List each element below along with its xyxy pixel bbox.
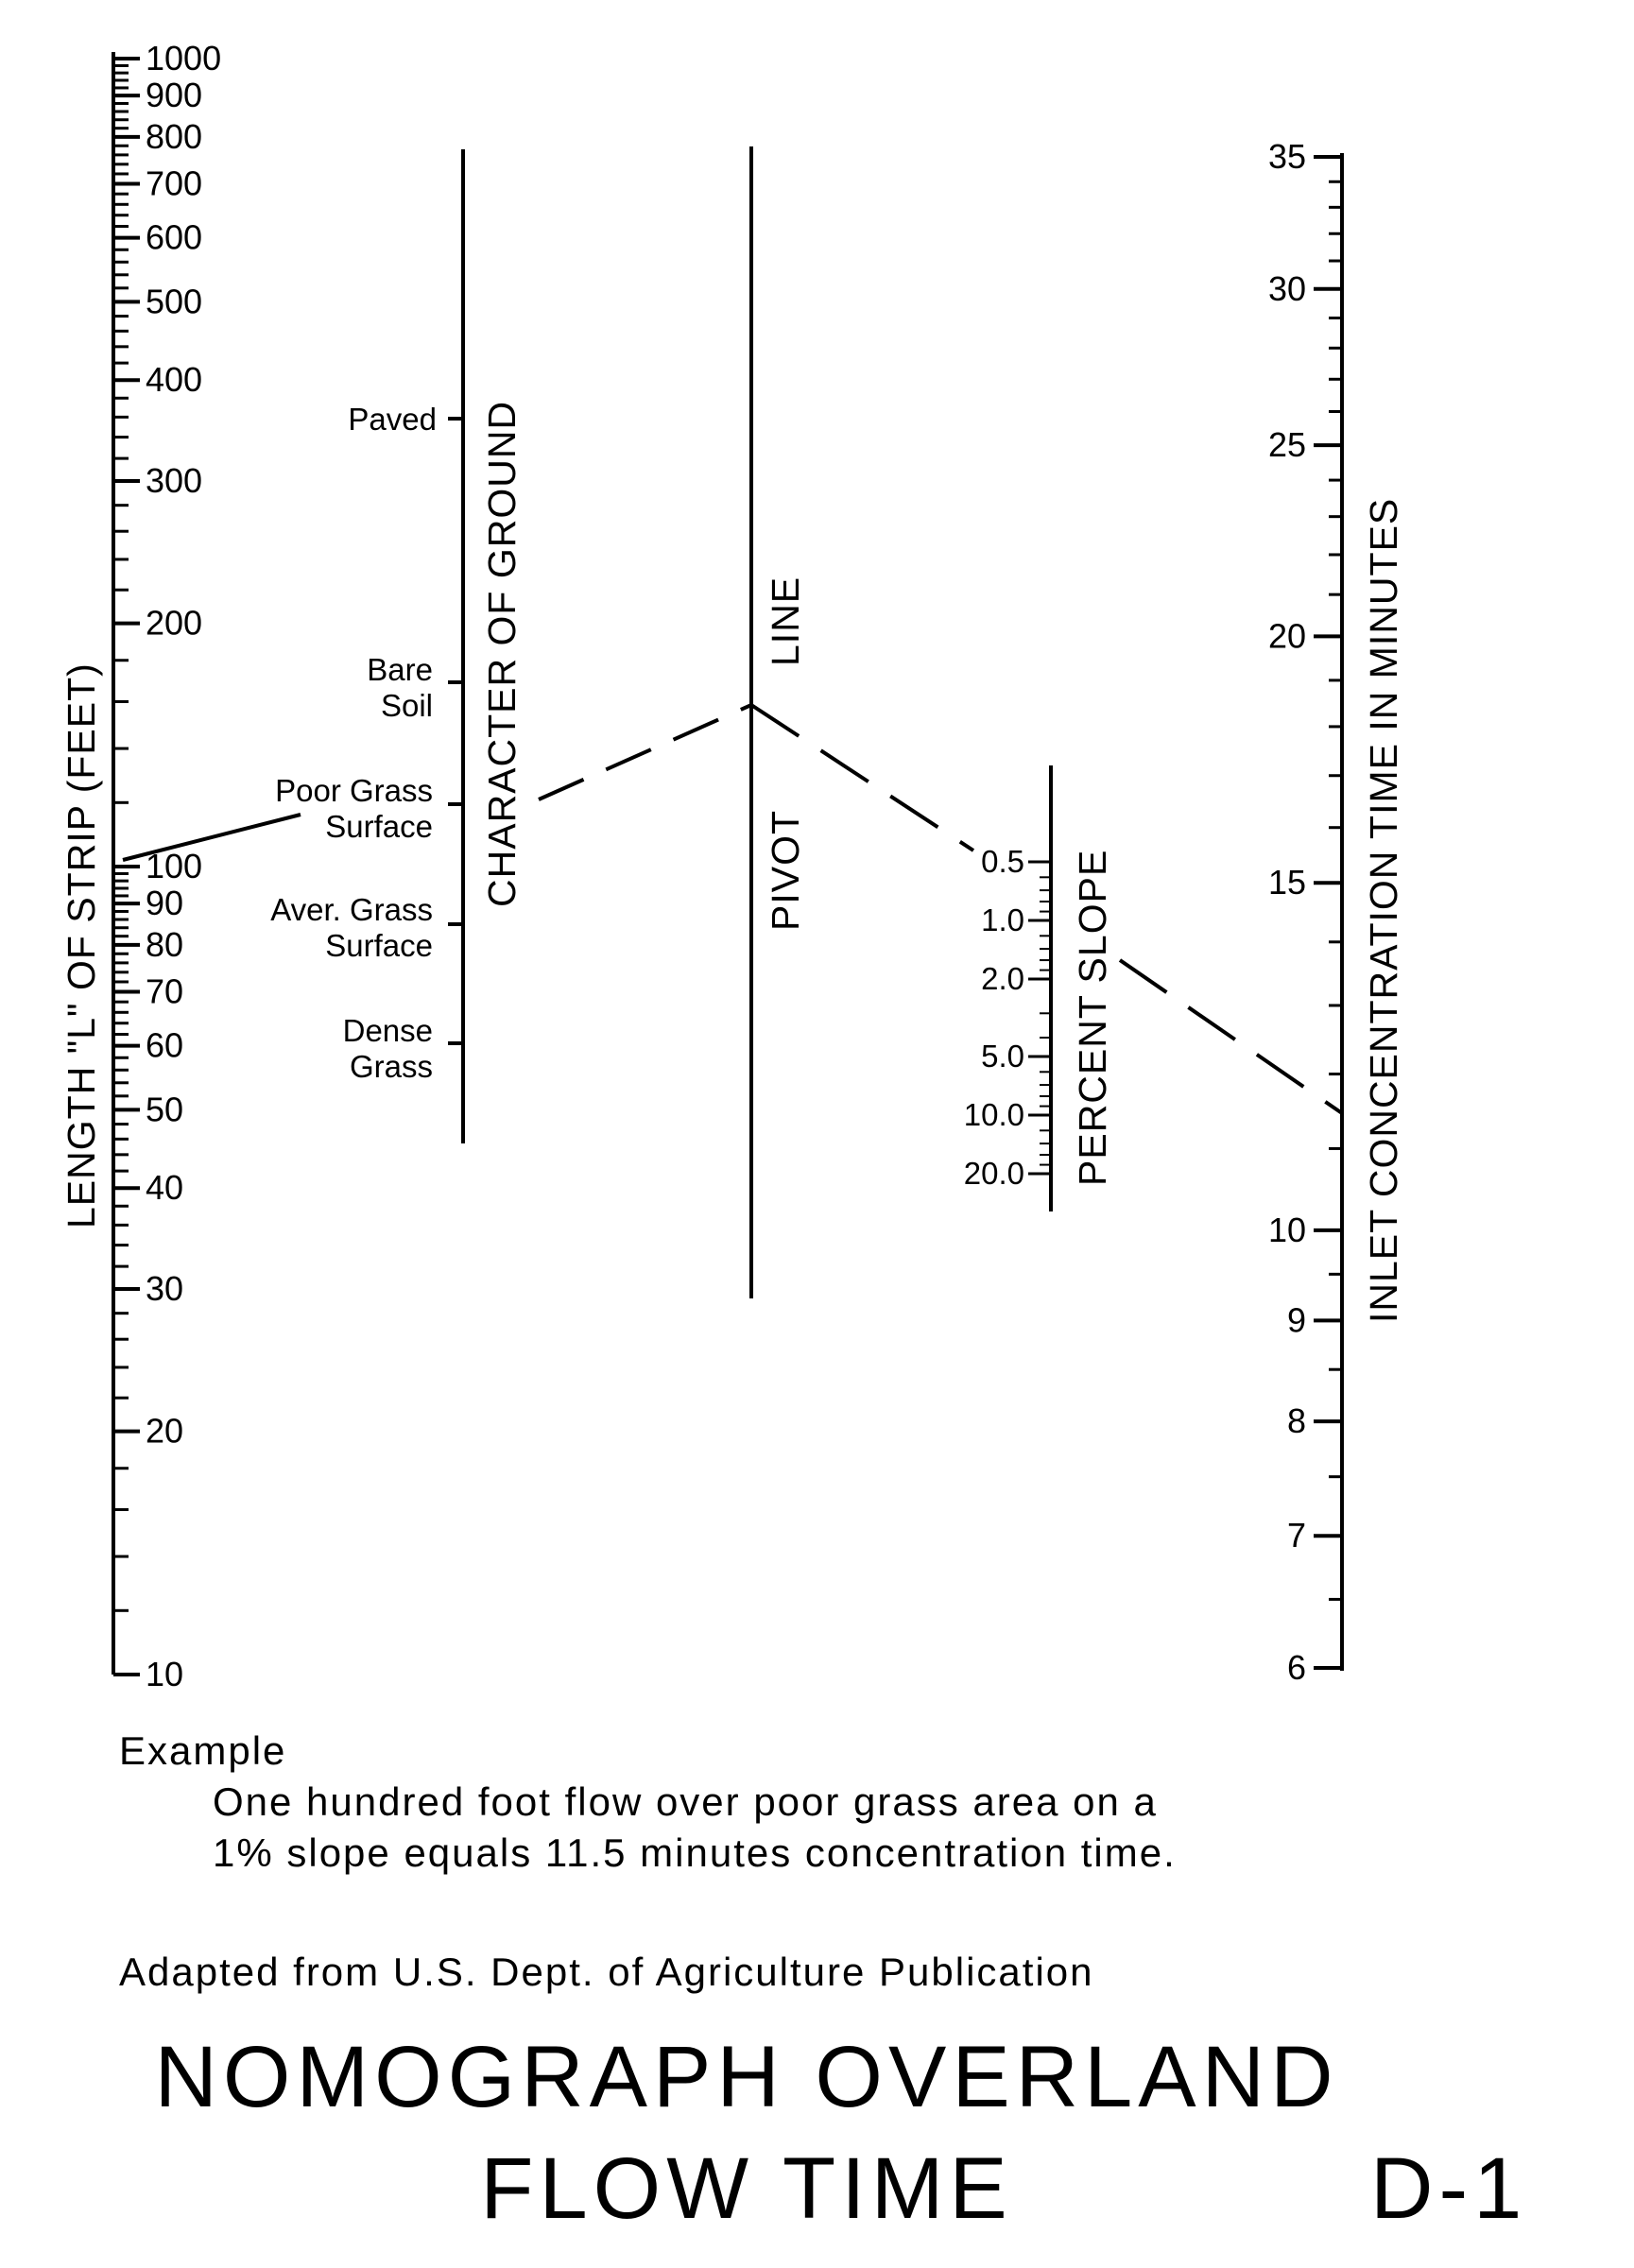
length-tick-label: 100 (146, 847, 203, 885)
length-tick-label: 400 (146, 360, 203, 400)
slope-axis-ticks (964, 844, 1051, 1191)
length-tick-label: 700 (146, 163, 203, 203)
slope-tick-label: 5.0 (981, 1038, 1024, 1074)
length-tick-label: 10 (146, 1655, 184, 1693)
ground-mark-label: Poor Grass (275, 773, 433, 808)
ground-mark-label: Grass (349, 1049, 433, 1084)
ground-axis (270, 149, 524, 1143)
ground-mark-label: Surface (325, 928, 433, 963)
ground-mark-dense-grass (343, 1013, 463, 1084)
length-tick-label: 300 (146, 461, 203, 501)
slope-axis (964, 765, 1114, 1211)
time-tick-label: 8 (1286, 1401, 1306, 1441)
example-segment-length-to-ground (123, 815, 301, 860)
time-axis (1268, 137, 1405, 1687)
pivot-axis-title-top: LINE (764, 576, 807, 666)
length-axis-title: LENGTH "L" OF STRIP (FEET) (60, 662, 103, 1228)
example-segment-ground-to-pivot (539, 705, 751, 799)
ground-mark-paved (348, 402, 463, 437)
time-tick-label: 30 (1267, 268, 1306, 308)
length-tick-label: 30 (146, 1269, 184, 1309)
slope-tick-label: 2.0 (981, 961, 1024, 997)
slope-tick-label: 1.0 (981, 902, 1024, 938)
example-segment-slope-to-time (1120, 960, 1342, 1113)
slope-tick-label: 10.0 (963, 1096, 1024, 1132)
length-tick-label: 40 (146, 1168, 184, 1208)
length-tick-label: 80 (146, 924, 184, 964)
source-note: Adapted from U.S. Dept. of Agriculture Publication (119, 1950, 1094, 1994)
time-axis-title: INLET CONCENTRATION TIME IN MINUTES (1362, 497, 1405, 1323)
time-tick-label: 7 (1286, 1516, 1306, 1555)
page-title-line-2: FLOW TIME (480, 2140, 1013, 2237)
ground-mark-label: Paved (348, 402, 437, 437)
time-tick-label: 25 (1267, 425, 1306, 465)
example-heading: Example (119, 1728, 287, 1773)
length-axis-ticks (113, 39, 221, 1693)
length-tick-label: 500 (146, 282, 203, 321)
ground-mark-bare-soil (367, 652, 463, 723)
time-tick-label: 10 (1267, 1210, 1306, 1249)
length-axis (60, 39, 221, 1693)
example-line-1: One hundred foot flow over poor grass area on a (213, 1779, 1158, 1824)
time-tick-label: 20 (1267, 616, 1306, 656)
ground-mark-poor-grass (275, 773, 463, 844)
time-axis-ticks (1268, 137, 1342, 1687)
pivot-axis-title-bottom: PIVOT (764, 809, 807, 931)
page-title-line-1: NOMOGRAPH OVERLAND (154, 2029, 1339, 2125)
length-tick-label: 900 (146, 76, 203, 115)
length-tick-label: 60 (146, 1025, 184, 1065)
length-tick-label: 800 (146, 116, 203, 156)
length-tick-label: 70 (146, 971, 184, 1011)
time-tick-label: 9 (1286, 1300, 1306, 1340)
slope-tick-label: 0.5 (981, 844, 1024, 879)
time-tick-label: 6 (1286, 1648, 1306, 1687)
ground-mark-label: Aver. Grass (270, 892, 433, 927)
ground-axis-title: CHARACTER OF GROUND (480, 400, 524, 907)
ground-mark-label: Soil (380, 688, 433, 723)
time-tick-label: 35 (1267, 137, 1306, 176)
time-tick-label: 15 (1267, 863, 1306, 902)
sheet-id: D-1 (1370, 2140, 1528, 2237)
ground-mark-label: Surface (325, 809, 433, 844)
length-tick-label: 1000 (146, 39, 222, 77)
length-tick-label: 20 (146, 1411, 184, 1451)
ground-mark-label: Dense (342, 1013, 433, 1048)
slope-tick-label: 20.0 (963, 1156, 1024, 1191)
ground-mark-label: Bare (367, 652, 433, 687)
length-tick-label: 50 (146, 1090, 184, 1129)
length-tick-label: 600 (146, 217, 203, 257)
slope-axis-title: PERCENT SLOPE (1071, 849, 1114, 1186)
ground-mark-aver-grass (270, 892, 463, 963)
example-line-2: 1% slope equals 11.5 minutes concentration time. (213, 1830, 1177, 1875)
length-tick-label: 90 (146, 884, 184, 923)
length-tick-label: 200 (146, 603, 203, 643)
